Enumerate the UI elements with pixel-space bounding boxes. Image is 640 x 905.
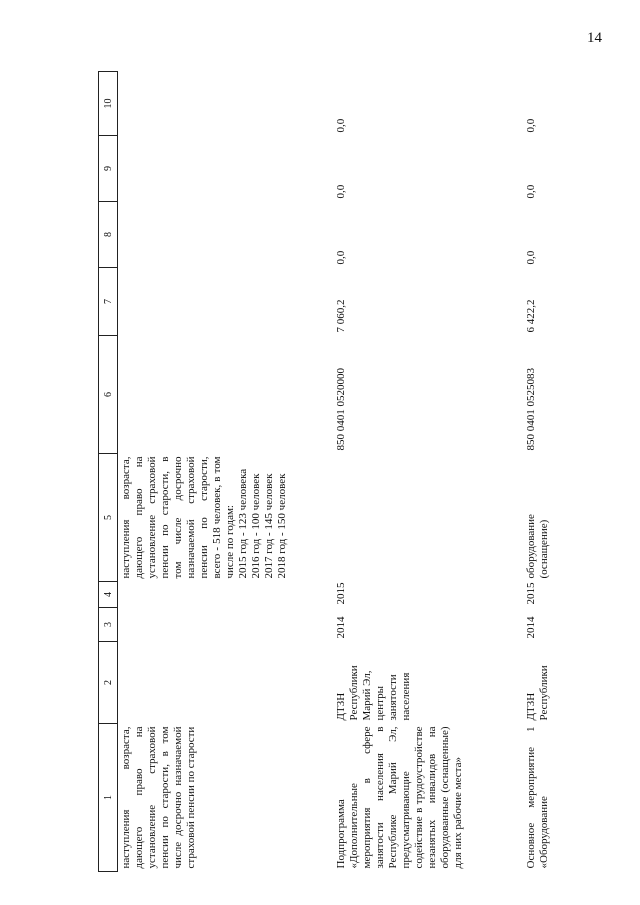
cell-value-7: 6 422,2 (524, 299, 537, 333)
col-header-3: 3 (99, 608, 118, 642)
result-year-line: 2015 год - 123 человека (237, 468, 249, 579)
cell-start-year: 2014 (524, 616, 537, 639)
cell-result (333, 454, 523, 582)
cell-budget-code: 850 0401 0520000 (334, 368, 347, 451)
cell-end-year (118, 582, 333, 608)
table-row (118, 72, 333, 872)
cell-end-year: 2015 (524, 582, 537, 605)
cell-description: Подпрограмма «Дополнительные мероприятия в сфере занятости населения в Республике Марий Эл, предусматривающие содействие в трудоустройстве незанятых инвалидов на оборудованные (оснащенные) для них рабочие места» (334, 726, 464, 869)
col-header-2: 2 (99, 642, 118, 724)
col-header-5: 5 (99, 454, 118, 582)
page-number: 14 (587, 30, 602, 46)
cell-executor: ДТЗН Республики Марий Эл, центры занятости населения (334, 665, 412, 721)
rotated-table-page (98, 72, 568, 872)
column-number-row (99, 72, 118, 872)
cell-end-year: 2015 (334, 582, 347, 605)
cell-start-year (118, 608, 333, 642)
budget-table (98, 71, 563, 872)
cell-value-9: 0,0 (524, 184, 537, 199)
result-text: наступления возраста, дающего право на установление страховой пенсии по старости, в том числе досрочно назначаемой страховой пенсии по старости, всего - 518 человек, в том числе по годам: (120, 456, 236, 579)
cell-value-8 (118, 202, 333, 268)
cell-start-year: 2014 (334, 616, 347, 639)
result-year-line: 2017 год - 145 человек (263, 473, 275, 579)
cell-budget-code: 850 0401 0525083 (524, 368, 537, 451)
col-header-8: 8 (99, 202, 118, 268)
result-year-line: 2016 год - 100 человек (250, 473, 262, 579)
cell-value-9: 0,0 (334, 184, 347, 199)
cell-value-10 (118, 72, 333, 136)
cell-value-8: 0,0 (334, 250, 347, 265)
cell-value-10: 0,0 (524, 118, 537, 133)
cell-description: наступления возраста, дающего право на установление страховой пенсии по старости, в том числе досрочно назначаемой страховой пенсии по старости (118, 724, 333, 872)
cell-value-7: 7 060,2 (334, 299, 347, 333)
col-header-7: 7 (99, 268, 118, 336)
cell-budget-code (118, 336, 333, 454)
cell-value-10: 0,0 (334, 118, 347, 133)
cell-executor: ДТЗН Республики (524, 665, 550, 721)
cell-value-8: 0,0 (524, 250, 537, 265)
col-header-6: 6 (99, 336, 118, 454)
cell-value-9 (118, 136, 333, 202)
table-row (333, 72, 523, 872)
cell-executor (118, 642, 333, 724)
col-header-1: 1 (99, 724, 118, 872)
col-header-4: 4 (99, 582, 118, 608)
result-year-line: 2018 год - 150 человек (276, 473, 288, 579)
table-row (523, 72, 563, 872)
cell-value-7 (118, 268, 333, 336)
col-header-9: 9 (99, 136, 118, 202)
cell-result: оборудование (оснащение) (524, 514, 550, 579)
cell-description: Основное мероприятие 1 «Оборудование (524, 726, 550, 869)
col-header-10: 10 (99, 72, 118, 136)
cell-result (118, 454, 333, 582)
